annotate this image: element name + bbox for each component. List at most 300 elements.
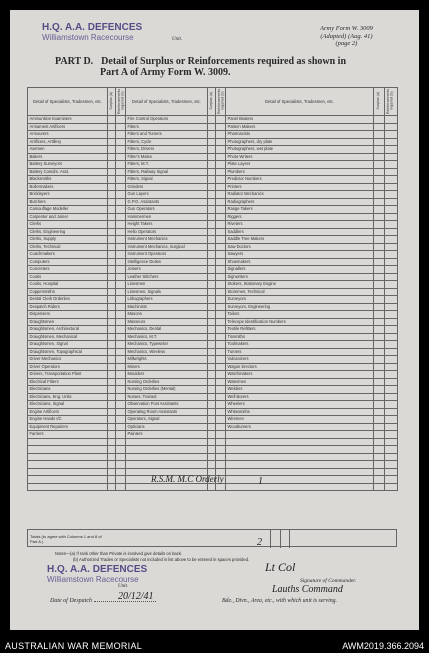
reinforcement-cell[interactable] xyxy=(116,401,126,409)
surplus-cell[interactable] xyxy=(374,243,385,251)
surplus-cell[interactable] xyxy=(108,296,116,304)
surplus-cell[interactable] xyxy=(108,161,116,169)
reinforcement-cell[interactable] xyxy=(216,236,226,244)
reinforcement-cell[interactable] xyxy=(385,416,398,424)
reinforcement-cell[interactable] xyxy=(216,221,226,229)
surplus-cell[interactable] xyxy=(108,453,116,461)
surplus-cell[interactable] xyxy=(208,138,216,146)
surplus-cell[interactable] xyxy=(108,131,116,139)
surplus-cell[interactable] xyxy=(208,438,216,446)
reinforcement-cell[interactable] xyxy=(385,453,398,461)
reinforcement-cell[interactable] xyxy=(385,191,398,199)
surplus-cell[interactable] xyxy=(108,446,116,454)
reinforcement-cell[interactable] xyxy=(116,176,126,184)
reinforcement-cell[interactable] xyxy=(385,386,398,394)
surplus-cell[interactable] xyxy=(374,198,385,206)
reinforcement-cell[interactable] xyxy=(385,378,398,386)
surplus-cell[interactable] xyxy=(374,153,385,161)
surplus-cell[interactable] xyxy=(108,191,116,199)
reinforcement-cell[interactable] xyxy=(216,348,226,356)
reinforcement-cell[interactable] xyxy=(216,386,226,394)
reinforcement-cell[interactable] xyxy=(385,401,398,409)
surplus-cell[interactable] xyxy=(374,423,385,431)
surplus-cell[interactable] xyxy=(374,378,385,386)
reinforcement-cell[interactable] xyxy=(385,198,398,206)
reinforcement-cell[interactable] xyxy=(216,123,226,131)
reinforcement-cell[interactable] xyxy=(385,318,398,326)
surplus-cell[interactable] xyxy=(374,191,385,199)
reinforcement-cell[interactable] xyxy=(385,123,398,131)
reinforcement-cell[interactable] xyxy=(216,168,226,176)
surplus-cell[interactable] xyxy=(108,281,116,289)
reinforcement-cell[interactable] xyxy=(116,483,126,491)
reinforcement-cell[interactable] xyxy=(385,168,398,176)
surplus-cell[interactable] xyxy=(208,303,216,311)
surplus-cell[interactable] xyxy=(208,191,216,199)
reinforcement-cell[interactable] xyxy=(216,288,226,296)
surplus-cell[interactable] xyxy=(374,416,385,424)
reinforcement-cell[interactable] xyxy=(116,311,126,319)
reinforcement-cell[interactable] xyxy=(116,378,126,386)
reinforcement-cell[interactable] xyxy=(385,258,398,266)
surplus-cell[interactable] xyxy=(108,363,116,371)
reinforcement-cell[interactable] xyxy=(116,191,126,199)
reinforcement-cell[interactable] xyxy=(216,416,226,424)
reinforcement-cell[interactable] xyxy=(116,131,126,139)
surplus-cell[interactable] xyxy=(208,371,216,379)
reinforcement-cell[interactable] xyxy=(216,153,226,161)
reinforcement-cell[interactable] xyxy=(116,296,126,304)
surplus-cell[interactable] xyxy=(374,431,385,439)
reinforcement-cell[interactable] xyxy=(116,213,126,221)
reinforcement-cell[interactable] xyxy=(385,326,398,334)
surplus-cell[interactable] xyxy=(208,183,216,191)
surplus-cell[interactable] xyxy=(108,266,116,274)
surplus-cell[interactable] xyxy=(208,236,216,244)
reinforcement-cell[interactable] xyxy=(216,446,226,454)
reinforcement-cell[interactable] xyxy=(385,243,398,251)
reinforcement-cell[interactable] xyxy=(216,138,226,146)
reinforcement-cell[interactable] xyxy=(116,146,126,154)
surplus-cell[interactable] xyxy=(374,288,385,296)
surplus-cell[interactable] xyxy=(108,371,116,379)
reinforcement-cell[interactable] xyxy=(216,258,226,266)
reinforcement-cell[interactable] xyxy=(116,438,126,446)
reinforcement-cell[interactable] xyxy=(116,326,126,334)
reinforcement-cell[interactable] xyxy=(385,468,398,476)
surplus-cell[interactable] xyxy=(208,273,216,281)
surplus-cell[interactable] xyxy=(208,281,216,289)
reinforcement-cell[interactable] xyxy=(385,183,398,191)
reinforcement-cell[interactable] xyxy=(216,341,226,349)
reinforcement-cell[interactable] xyxy=(216,431,226,439)
reinforcement-cell[interactable] xyxy=(116,461,126,469)
surplus-cell[interactable] xyxy=(108,378,116,386)
surplus-cell[interactable] xyxy=(374,123,385,131)
reinforcement-cell[interactable] xyxy=(216,183,226,191)
surplus-cell[interactable] xyxy=(208,363,216,371)
surplus-cell[interactable] xyxy=(208,198,216,206)
surplus-cell[interactable] xyxy=(208,386,216,394)
reinforcement-cell[interactable] xyxy=(216,311,226,319)
reinforcement-cell[interactable] xyxy=(116,243,126,251)
surplus-cell[interactable] xyxy=(108,341,116,349)
reinforcement-cell[interactable] xyxy=(216,273,226,281)
surplus-cell[interactable] xyxy=(108,138,116,146)
surplus-cell[interactable] xyxy=(208,378,216,386)
surplus-cell[interactable] xyxy=(108,198,116,206)
reinforcement-cell[interactable] xyxy=(216,116,226,124)
surplus-cell[interactable] xyxy=(374,273,385,281)
surplus-cell[interactable] xyxy=(108,221,116,229)
surplus-cell[interactable] xyxy=(208,251,216,259)
reinforcement-cell[interactable] xyxy=(385,311,398,319)
reinforcement-cell[interactable] xyxy=(116,408,126,416)
surplus-cell[interactable] xyxy=(108,153,116,161)
surplus-cell[interactable] xyxy=(374,461,385,469)
reinforcement-cell[interactable] xyxy=(216,213,226,221)
reinforcement-cell[interactable] xyxy=(116,423,126,431)
surplus-cell[interactable] xyxy=(108,401,116,409)
reinforcement-cell[interactable] xyxy=(385,476,398,484)
surplus-cell[interactable] xyxy=(208,348,216,356)
surplus-cell[interactable] xyxy=(374,296,385,304)
surplus-cell[interactable] xyxy=(208,176,216,184)
handwritten-signature-command: Lauths Command xyxy=(272,584,343,595)
surplus-cell[interactable] xyxy=(108,236,116,244)
surplus-cell[interactable] xyxy=(374,258,385,266)
surplus-cell[interactable] xyxy=(374,303,385,311)
surplus-cell[interactable] xyxy=(208,333,216,341)
reinforcement-cell[interactable] xyxy=(385,266,398,274)
reinforcement-cell[interactable] xyxy=(216,198,226,206)
surplus-cell[interactable] xyxy=(208,416,216,424)
reinforcement-cell[interactable] xyxy=(385,236,398,244)
reinforcement-cell[interactable] xyxy=(216,363,226,371)
reinforcement-cell[interactable] xyxy=(216,251,226,259)
reinforcement-cell[interactable] xyxy=(385,288,398,296)
reinforcement-cell[interactable] xyxy=(116,476,126,484)
reinforcement-cell[interactable] xyxy=(116,341,126,349)
surplus-cell[interactable] xyxy=(108,258,116,266)
reinforcement-cell[interactable] xyxy=(385,146,398,154)
surplus-cell[interactable] xyxy=(208,258,216,266)
reinforcement-cell[interactable] xyxy=(385,333,398,341)
surplus-cell[interactable] xyxy=(108,438,116,446)
surplus-cell[interactable] xyxy=(108,243,116,251)
surplus-cell[interactable] xyxy=(208,318,216,326)
reinforcement-cell[interactable] xyxy=(116,123,126,131)
surplus-cell[interactable] xyxy=(108,468,116,476)
surplus-cell[interactable] xyxy=(208,446,216,454)
surplus-cell[interactable] xyxy=(374,213,385,221)
surplus-cell[interactable] xyxy=(374,168,385,176)
reinforcement-cell[interactable] xyxy=(385,153,398,161)
surplus-cell[interactable] xyxy=(374,438,385,446)
surplus-cell[interactable] xyxy=(374,176,385,184)
reinforcement-cell[interactable] xyxy=(116,251,126,259)
surplus-cell[interactable] xyxy=(208,431,216,439)
reinforcement-cell[interactable] xyxy=(116,221,126,229)
surplus-cell[interactable] xyxy=(208,423,216,431)
reinforcement-cell[interactable] xyxy=(385,393,398,401)
surplus-cell[interactable] xyxy=(374,266,385,274)
surplus-cell[interactable] xyxy=(208,311,216,319)
reinforcement-cell[interactable] xyxy=(116,138,126,146)
surplus-cell[interactable] xyxy=(374,386,385,394)
reinforcement-cell[interactable] xyxy=(385,363,398,371)
surplus-cell[interactable] xyxy=(374,236,385,244)
reinforcement-cell[interactable] xyxy=(385,221,398,229)
surplus-cell[interactable] xyxy=(208,206,216,214)
reinforcement-cell[interactable] xyxy=(385,213,398,221)
reinforcement-cell[interactable] xyxy=(216,461,226,469)
surplus-cell[interactable] xyxy=(108,311,116,319)
surplus-cell[interactable] xyxy=(208,461,216,469)
surplus-cell[interactable] xyxy=(374,228,385,236)
reinforcement-cell[interactable] xyxy=(216,281,226,289)
reinforcement-cell[interactable] xyxy=(385,296,398,304)
surplus-cell[interactable] xyxy=(374,318,385,326)
surplus-cell[interactable] xyxy=(108,356,116,364)
reinforcement-cell[interactable] xyxy=(385,161,398,169)
reinforcement-cell[interactable] xyxy=(116,236,126,244)
reinforcement-cell[interactable] xyxy=(216,333,226,341)
reinforcement-cell[interactable] xyxy=(216,146,226,154)
reinforcement-cell[interactable] xyxy=(116,348,126,356)
surplus-cell[interactable] xyxy=(108,461,116,469)
surplus-cell[interactable] xyxy=(374,348,385,356)
surplus-cell[interactable] xyxy=(208,408,216,416)
reinforcement-cell[interactable] xyxy=(116,318,126,326)
reinforcement-cell[interactable] xyxy=(116,266,126,274)
surplus-cell[interactable] xyxy=(208,161,216,169)
surplus-cell[interactable] xyxy=(208,483,216,491)
surplus-cell[interactable] xyxy=(108,303,116,311)
specialist-cell: Mechanics, Wireless xyxy=(126,348,208,356)
surplus-cell[interactable] xyxy=(374,146,385,154)
surplus-cell[interactable] xyxy=(108,206,116,214)
reinforcement-cell[interactable] xyxy=(385,176,398,184)
reinforcement-cell[interactable] xyxy=(216,408,226,416)
reinforcement-cell[interactable] xyxy=(385,341,398,349)
surplus-cell[interactable] xyxy=(374,393,385,401)
reinforcement-cell[interactable] xyxy=(216,303,226,311)
reinforcement-cell[interactable] xyxy=(216,296,226,304)
surplus-cell[interactable] xyxy=(374,333,385,341)
surplus-cell[interactable] xyxy=(108,326,116,334)
reinforcement-cell[interactable] xyxy=(385,116,398,124)
reinforcement-cell[interactable] xyxy=(216,318,226,326)
reinforcement-cell[interactable] xyxy=(385,356,398,364)
reinforcement-cell[interactable] xyxy=(385,273,398,281)
reinforcement-cell[interactable] xyxy=(385,251,398,259)
surplus-cell[interactable] xyxy=(208,221,216,229)
reinforcement-cell[interactable] xyxy=(116,333,126,341)
reinforcement-cell[interactable] xyxy=(116,303,126,311)
surplus-cell[interactable] xyxy=(374,206,385,214)
surplus-cell[interactable] xyxy=(108,423,116,431)
surplus-cell[interactable] xyxy=(108,228,116,236)
surplus-cell[interactable] xyxy=(108,348,116,356)
reinforcement-cell[interactable] xyxy=(216,191,226,199)
reinforcement-cell[interactable] xyxy=(216,326,226,334)
surplus-cell[interactable] xyxy=(108,116,116,124)
reinforcement-cell[interactable] xyxy=(116,386,126,394)
reinforcement-cell[interactable] xyxy=(116,431,126,439)
surplus-cell[interactable] xyxy=(108,393,116,401)
surplus-cell[interactable] xyxy=(108,408,116,416)
reinforcement-cell[interactable] xyxy=(385,138,398,146)
surplus-cell[interactable] xyxy=(108,176,116,184)
surplus-cell[interactable] xyxy=(374,251,385,259)
reinforcement-cell[interactable] xyxy=(116,363,126,371)
surplus-cell[interactable] xyxy=(374,468,385,476)
surplus-cell[interactable] xyxy=(374,446,385,454)
reinforcement-cell[interactable] xyxy=(216,378,226,386)
surplus-cell[interactable] xyxy=(108,476,116,484)
reinforcement-cell[interactable] xyxy=(385,483,398,491)
reinforcement-cell[interactable] xyxy=(116,288,126,296)
surplus-cell[interactable] xyxy=(374,476,385,484)
surplus-cell[interactable] xyxy=(374,221,385,229)
surplus-cell[interactable] xyxy=(374,483,385,491)
surplus-cell[interactable] xyxy=(374,161,385,169)
reinforcement-cell[interactable] xyxy=(216,423,226,431)
surplus-cell[interactable] xyxy=(374,401,385,409)
reinforcement-cell[interactable] xyxy=(385,423,398,431)
surplus-cell[interactable] xyxy=(108,123,116,131)
reinforcement-cell[interactable] xyxy=(385,228,398,236)
surplus-cell[interactable] xyxy=(374,326,385,334)
surplus-cell[interactable] xyxy=(208,296,216,304)
surplus-cell[interactable] xyxy=(108,213,116,221)
surplus-cell[interactable] xyxy=(208,288,216,296)
reinforcement-cell[interactable] xyxy=(116,281,126,289)
surplus-cell[interactable] xyxy=(374,356,385,364)
surplus-cell[interactable] xyxy=(374,138,385,146)
reinforcement-cell[interactable] xyxy=(116,116,126,124)
surplus-cell[interactable] xyxy=(208,326,216,334)
surplus-cell[interactable] xyxy=(108,386,116,394)
reinforcement-cell[interactable] xyxy=(385,446,398,454)
reinforcement-cell[interactable] xyxy=(116,371,126,379)
reinforcement-cell[interactable] xyxy=(216,483,226,491)
reinforcement-cell[interactable] xyxy=(216,243,226,251)
reinforcement-cell[interactable] xyxy=(216,206,226,214)
surplus-cell[interactable] xyxy=(208,341,216,349)
surplus-cell[interactable] xyxy=(374,281,385,289)
surplus-cell[interactable] xyxy=(108,333,116,341)
reinforcement-cell[interactable] xyxy=(116,228,126,236)
reinforcement-cell[interactable] xyxy=(385,408,398,416)
reinforcement-cell[interactable] xyxy=(385,371,398,379)
surplus-cell[interactable] xyxy=(208,243,216,251)
surplus-cell[interactable] xyxy=(208,228,216,236)
surplus-cell[interactable] xyxy=(208,153,216,161)
surplus-cell[interactable] xyxy=(108,431,116,439)
specialist-cell: Armament Artificers xyxy=(28,123,108,131)
reinforcement-cell[interactable] xyxy=(216,228,226,236)
reinforcement-cell[interactable] xyxy=(116,453,126,461)
surplus-cell[interactable] xyxy=(108,168,116,176)
reinforcement-cell[interactable] xyxy=(216,371,226,379)
surplus-cell[interactable] xyxy=(108,483,116,491)
reinforcement-cell[interactable] xyxy=(385,281,398,289)
surplus-cell[interactable] xyxy=(208,356,216,364)
surplus-cell[interactable] xyxy=(108,273,116,281)
surplus-cell[interactable] xyxy=(208,146,216,154)
surplus-cell[interactable] xyxy=(108,318,116,326)
surplus-cell[interactable] xyxy=(374,131,385,139)
surplus-cell[interactable] xyxy=(208,168,216,176)
reinforcement-cell[interactable] xyxy=(216,401,226,409)
reinforcement-cell[interactable] xyxy=(216,161,226,169)
surplus-cell[interactable] xyxy=(108,251,116,259)
reinforcement-cell[interactable] xyxy=(385,206,398,214)
surplus-cell[interactable] xyxy=(374,341,385,349)
surplus-cell[interactable] xyxy=(208,401,216,409)
reinforcement-cell[interactable] xyxy=(116,393,126,401)
reinforcement-cell[interactable] xyxy=(216,438,226,446)
reinforcement-cell[interactable] xyxy=(385,348,398,356)
surplus-cell[interactable] xyxy=(374,453,385,461)
reinforcement-cell[interactable] xyxy=(385,431,398,439)
surplus-cell[interactable] xyxy=(374,363,385,371)
surplus-cell[interactable] xyxy=(374,311,385,319)
reinforcement-cell[interactable] xyxy=(116,273,126,281)
reinforcement-cell[interactable] xyxy=(116,168,126,176)
reinforcement-cell[interactable] xyxy=(116,198,126,206)
table-row xyxy=(28,123,398,131)
surplus-cell[interactable] xyxy=(208,453,216,461)
surplus-cell[interactable] xyxy=(208,116,216,124)
surplus-cell[interactable] xyxy=(208,131,216,139)
reinforcement-cell[interactable] xyxy=(116,258,126,266)
surplus-cell[interactable] xyxy=(108,288,116,296)
surplus-cell[interactable] xyxy=(108,146,116,154)
reinforcement-cell[interactable] xyxy=(385,131,398,139)
reinforcement-cell[interactable] xyxy=(216,453,226,461)
surplus-cell[interactable] xyxy=(208,393,216,401)
surplus-cell[interactable] xyxy=(208,266,216,274)
reinforcement-cell[interactable] xyxy=(216,176,226,184)
reinforcement-cell[interactable] xyxy=(116,356,126,364)
reinforcement-cell[interactable] xyxy=(116,183,126,191)
reinforcement-cell[interactable] xyxy=(385,438,398,446)
reinforcement-cell[interactable] xyxy=(116,468,126,476)
reinforcement-cell[interactable] xyxy=(216,393,226,401)
reinforcement-cell[interactable] xyxy=(116,153,126,161)
reinforcement-cell[interactable] xyxy=(116,416,126,424)
reinforcement-cell[interactable] xyxy=(216,266,226,274)
reinforcement-cell[interactable] xyxy=(216,356,226,364)
surplus-cell[interactable] xyxy=(374,183,385,191)
surplus-cell[interactable] xyxy=(108,416,116,424)
surplus-cell[interactable] xyxy=(374,116,385,124)
surplus-cell[interactable] xyxy=(208,123,216,131)
reinforcement-cell[interactable] xyxy=(216,131,226,139)
reinforcement-cell[interactable] xyxy=(116,161,126,169)
surplus-cell[interactable] xyxy=(108,183,116,191)
reinforcement-cell[interactable] xyxy=(116,206,126,214)
reinforcement-cell[interactable] xyxy=(116,446,126,454)
reinforcement-cell[interactable] xyxy=(385,461,398,469)
surplus-cell[interactable] xyxy=(208,213,216,221)
surplus-cell[interactable] xyxy=(374,371,385,379)
surplus-cell[interactable] xyxy=(374,408,385,416)
reinforcement-cell[interactable] xyxy=(385,303,398,311)
